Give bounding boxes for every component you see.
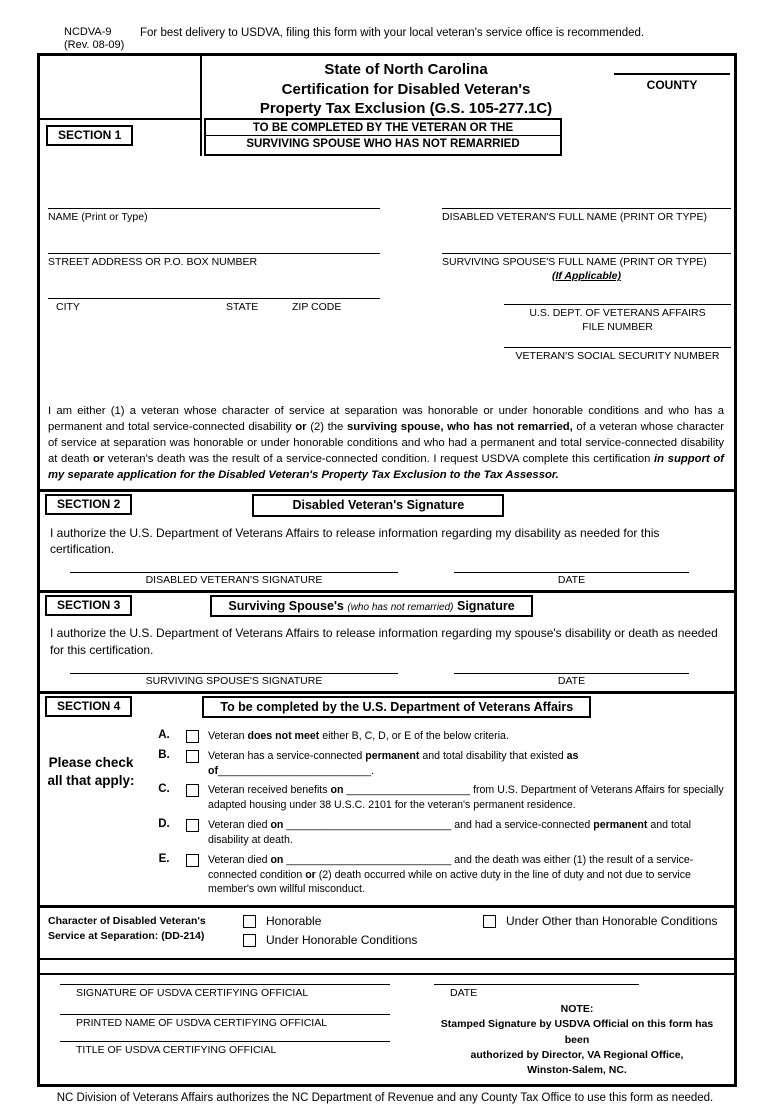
criteria-checkbox-a[interactable] [186,730,199,743]
form-title-line2: Certification for Disabled Veteran's [281,80,531,98]
character-of-service-label [48,914,243,952]
form-body [37,53,737,1087]
veteran-signature-field [70,572,398,586]
section3-title-part2: (who has not remarried) [347,602,454,614]
criteria-list [142,724,728,897]
honorable-label: Honorable [266,914,322,929]
other-than-honorable-checkbox[interactable] [483,915,496,928]
section2-label: SECTION 2 [45,494,132,515]
ssn-field [504,347,731,362]
official-date-field [434,984,639,999]
section1-header-row [40,118,734,156]
section2-signature-row [40,559,734,590]
criteria-letter-b: B. [158,748,170,761]
veteran-signature-date-field [454,572,689,586]
criteria-item-a [142,729,728,744]
section3-authorization-text: I authorize the U.S. Department of Veterans Affairs to release information regarding my spouse's disability or death as needed for this certification. [50,626,718,657]
city-state-zip-labels [48,299,380,313]
section3-title-part1: Surviving Spouse's [228,599,344,614]
form-title-line3: Property Tax Exclusion (G.S. 105-277.1C) [259,100,553,118]
section3-title-part3: Signature [457,599,515,614]
certifying-left-column [60,984,390,1078]
note-line2: authorized by Director, VA Regional Office, [470,1048,684,1061]
county-cell [610,56,734,118]
spouse-signature-field [70,673,398,687]
section4-title: To be completed by the U.S. Department of Veterans Affairs [202,696,591,718]
section1-heading [204,118,562,156]
section4-header-row [40,691,734,720]
under-honorable-label: Under Honorable Conditions [266,933,418,948]
eligibility-statement: I am either (1) a veteran whose character of service at separation was honorable or under honorable conditions and who has a permanent and total service-connected disability or (2) the surviving spouse, who has not remarried, of a veteran whose character of service at separation was honorable or under honorable conditions and who had a permanent and total service-connected disability at death or veteran's death was the result of a service-connected condition. I request USDVA complete this certification in support of my separate application for the Disabled Veteran's Property Tax Exclusion to the Tax Assessor. [48,405,725,481]
under-honorable-option [243,933,455,947]
criteria-checkbox-d[interactable] [186,819,199,832]
form-title [202,56,610,118]
official-signature-label: SIGNATURE OF USDVA CERTIFYING OFFICIAL [76,987,309,1000]
criteria-item-b [142,749,728,779]
section2-header-row [40,489,734,518]
va-file-field [504,304,731,333]
section2-authorization-text: I authorize the U.S. Department of Veterans Affairs to release information regarding my disability as needed for this certification. [50,525,660,556]
spouse-signature-label: SURVIVING SPOUSE'S SIGNATURE [145,674,323,687]
criteria-checkbox-e[interactable] [186,854,199,867]
va-file-label-line2: FILE NUMBER [582,321,653,334]
name-label: NAME (Print or Type) [48,211,148,224]
honorable-checkbox[interactable] [243,915,256,928]
county-label: COUNTY [646,78,698,93]
criteria-item-d [142,818,728,848]
section4-label: SECTION 4 [45,696,132,717]
veteran-name-label: DISABLED VETERAN'S FULL NAME (PRINT OR TYPE) [442,211,707,224]
under-honorable-checkbox[interactable] [243,934,256,947]
check-all-instruction: Please check all that apply: [47,754,135,789]
zip-label: ZIP CODE [292,301,342,314]
state-label: STATE [226,301,259,314]
county-input-line[interactable] [614,56,730,75]
criteria-item-e [142,853,728,897]
address-column [40,156,442,396]
character-options-right [455,914,726,952]
official-printed-name-label: PRINTED NAME OF USDVA CERTIFYING OFFICIAL [76,1017,328,1030]
header-left-cell [40,56,202,118]
character-of-service-label-line2: Service at Separation: (DD-214) [48,929,205,942]
criteria-text-a: Veteran does not meet either B, C, D, or E of the below criteria. [208,729,509,742]
street-label: STREET ADDRESS OR P.O. BOX NUMBER [48,256,258,269]
va-file-label-line1: U.S. DEPT. OF VETERANS AFFAIRS [529,307,706,320]
spouse-signature-date-label: DATE [557,674,586,687]
note-heading: NOTE: [560,1003,594,1016]
criteria-checkbox-b[interactable] [186,750,199,763]
section4-body [40,720,734,905]
section1-label-cell [40,118,202,156]
section1-heading-line2: SURVIVING SPOUSE WHO HAS NOT REMARRIED [246,137,520,150]
veteran-signature-label: DISABLED VETERAN'S SIGNATURE [145,574,323,587]
section1-fields [40,156,734,396]
form-title-line1: State of North Carolina [324,61,488,79]
section3-label: SECTION 3 [45,595,132,616]
criteria-text-c: Veteran received benefits on _____________________ from U.S. Department of Veterans Affairs for specially adapted housing under 38 U.S.C. 2101 for the veteran's permanent residence. [208,784,724,812]
character-of-service-label-line1: Character of Disabled Veteran's [48,915,206,928]
form-number: NCDVA-9 [64,26,112,38]
top-note [64,26,770,52]
criteria-letter-c: C. [158,783,170,796]
certifying-right-column [434,984,734,1078]
criteria-letter-d: D. [158,818,170,831]
section3-header-row [40,590,734,619]
city-label: CITY [56,301,80,314]
ssn-label: VETERAN'S SOCIAL SECURITY NUMBER [515,350,720,363]
official-date-label: DATE [450,987,478,1000]
note-line3: Winston-Salem, NC. [527,1064,627,1077]
criteria-letter-e: E. [158,852,170,865]
stamped-signature-note [434,1002,720,1078]
note-line1: Stamped Signature by USDVA Official on this form has been [440,1018,714,1046]
veteran-signature-date-label: DATE [557,574,586,587]
form-number-block [64,26,140,52]
character-of-service-row [40,905,734,958]
section2-title: Disabled Veteran's Signature [252,494,504,516]
official-title-label: TITLE OF USDVA CERTIFYING OFFICIAL [76,1044,277,1057]
criteria-text-b: Veteran has a service-connected permanent and total disability that existed as of__________________________. [208,749,579,777]
form-header [40,56,734,118]
veteran-column [442,156,734,396]
criteria-letter-a: A. [158,728,170,741]
honorable-option [243,914,455,928]
certifying-official-area [40,975,734,1084]
criteria-text-e: Veteran died on ____________________________ and the death was either (1) the result of a service-connected condition or (2) death occurred while on active duty in the line of duty and not due to service member's own willful misconduct. [208,853,694,896]
form-revision: (Rev. 08-09) [64,39,125,52]
criteria-item-c [142,783,728,813]
delivery-note: For best delivery to USDVA, filing this form with your local veteran's service office is recommended. [140,27,645,39]
section3-title [210,595,532,617]
section1-label: SECTION 1 [46,125,133,146]
character-options-left [243,914,455,952]
spouse-name-label: SURVIVING SPOUSE'S FULL NAME (PRINT OR TYPE) [442,256,707,269]
section3-signature-row [40,660,734,691]
divider-strip [40,958,734,975]
other-than-honorable-option [483,914,726,928]
spouse-if-applicable-note: (If Applicable) [551,270,622,283]
spouse-signature-date-field [454,673,689,687]
criteria-checkbox-c[interactable] [186,784,199,797]
other-than-honorable-label: Under Other than Honorable Conditions [506,914,718,929]
section1-heading-line1: TO BE COMPLETED BY THE VETERAN OR THE [206,120,560,136]
criteria-text-d: Veteran died on ____________________________ and had a service-connected permanent and total disability at death. [208,819,691,846]
footer-note: NC Division of Veterans Affairs authorizes the NC Department of Revenue and any County Tax Office to use this form as needed. [56,1092,714,1104]
